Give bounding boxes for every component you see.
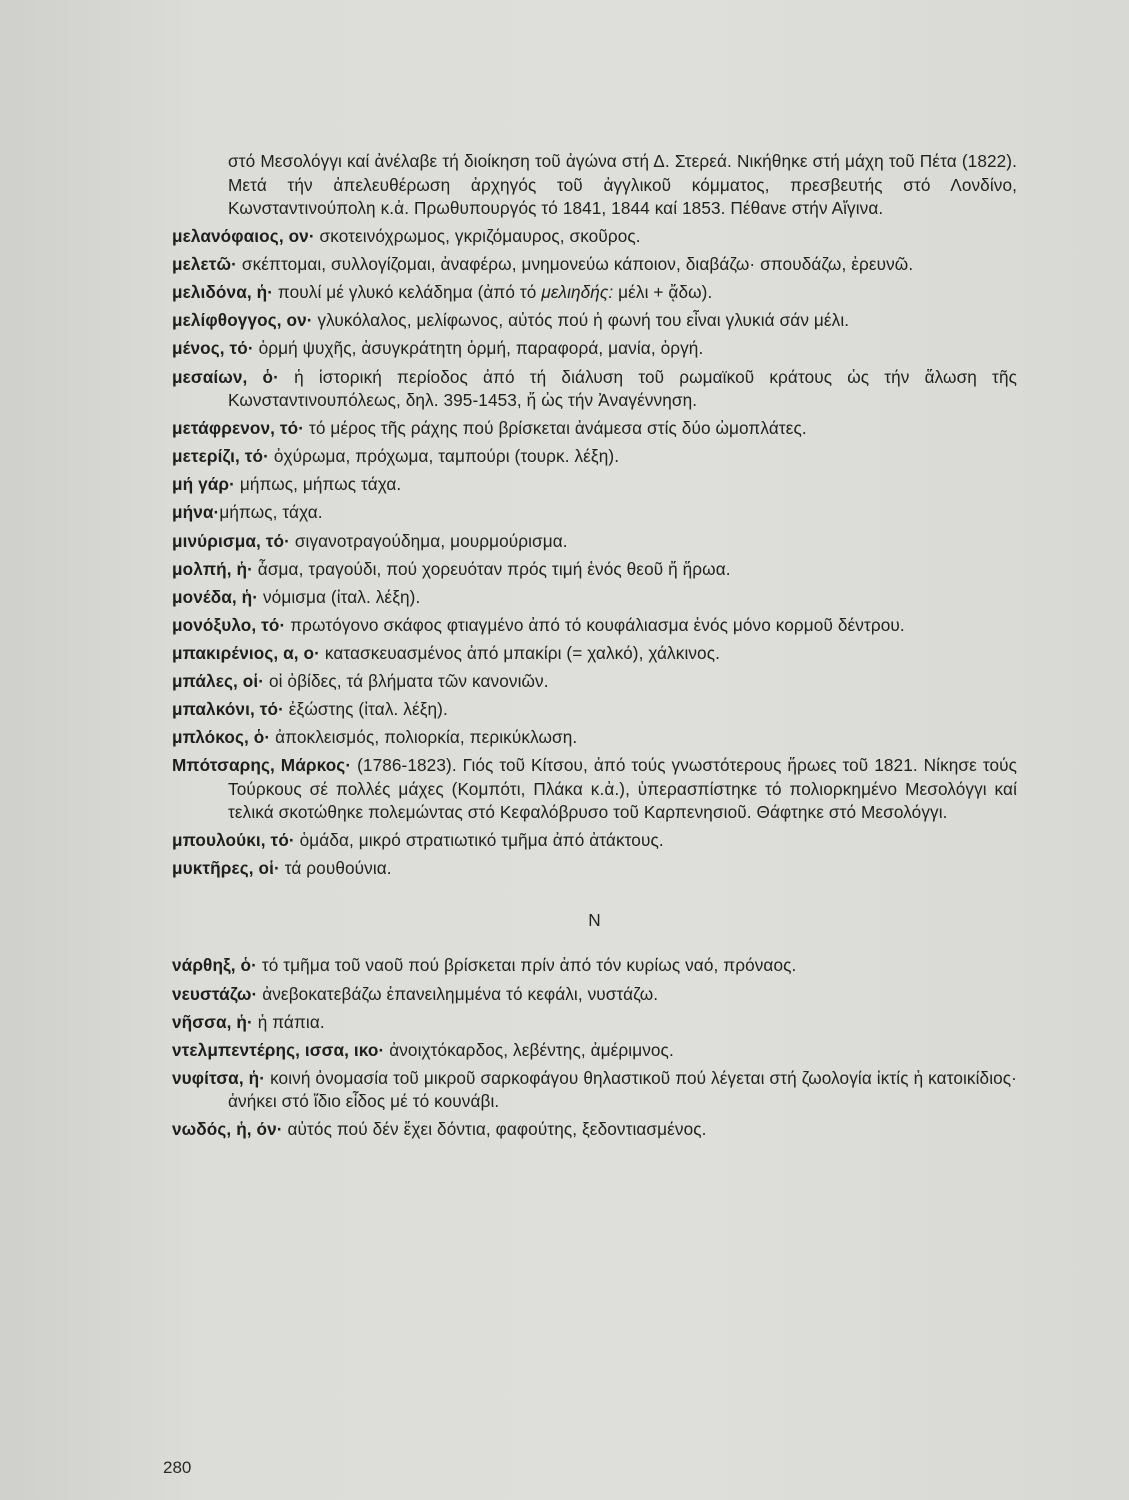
glossary-entry xyxy=(172,726,1017,750)
glossary-entry xyxy=(172,309,1017,333)
definition: αὐτός πού δέν ἔχει δόντια, φαφούτης, ξεδοντιασμένος. xyxy=(282,1119,707,1140)
glossary-entry xyxy=(172,225,1017,249)
headword: νωδός, ἡ, όν· xyxy=(172,1119,283,1140)
headword: μελετῶ· xyxy=(172,254,238,275)
definition: κοινή ὀνομασία τοῦ μικροῦ σαρκοφάγου θηλαστικοῦ πού λέγεται στή ζωολογία ἰκτίς ἡ κατοικίδιος· ἀνήκει στό ἴδιο εἶδος μέ τό κουνάβι. xyxy=(228,1067,1017,1112)
definition: μήπως, μήπως τάχα. xyxy=(234,474,402,495)
headword: μετερίζι, τό· xyxy=(172,446,269,467)
definition: τό τμῆμα τοῦ ναοῦ πού βρίσκεται πρίν ἀπό τόν κυρίως ναό, πρόναος. xyxy=(256,955,797,976)
headword: μονέδα, ἡ· xyxy=(172,586,259,607)
definition: νόμισμα (ἰταλ. λέξη). xyxy=(258,586,421,607)
glossary-entry xyxy=(172,983,1017,1007)
headword: μπουλούκι, τό· xyxy=(172,830,295,851)
definition: ἡ ἱστορική περίοδος ἀπό τή διάλυση τοῦ ρωμαϊκοῦ κράτους ὡς τήν ἅλωση τῆς Κωνσταντινουπόλεως, δηλ. 395-1453, ἤ ὡς τήν Ἀναγέννηση. xyxy=(228,366,1017,411)
headword: μυκτῆρες, οἱ· xyxy=(172,858,280,879)
glossary-entry xyxy=(172,501,1017,525)
definition: μέλι + ᾄδω). xyxy=(613,282,713,303)
definition: ἐξώστης (ἰταλ. λέξη). xyxy=(283,699,448,720)
glossary-entry xyxy=(172,1067,1017,1114)
definition: οἱ ὀβίδες, τά βλήματα τῶν κανονιῶν. xyxy=(264,671,549,691)
definition: τό μέρος τῆς ράχης πού βρίσκεται ἀνάμεσα στίς δύο ὠμοπλάτες. xyxy=(304,418,807,439)
glossary-entry xyxy=(172,642,1017,666)
entries-n-section xyxy=(172,954,1017,1141)
glossary-entry xyxy=(172,1118,1017,1142)
definition: σκέπτομαι, συλλογίζομαι, ἀναφέρω, μνημονεύω κάποιον, διαβάζω· σπουδάζω, ἐρευνῶ. xyxy=(237,254,914,275)
glossary-entry xyxy=(172,1011,1017,1035)
page-number: 280 xyxy=(163,1458,192,1477)
definition: ἀποκλεισμός, πολιορκία, περικύκλωση. xyxy=(270,727,578,748)
definition: κατασκευασμένος ἀπό μπακίρι (= χαλκό), χάλκινος. xyxy=(319,642,720,663)
glossary-entry xyxy=(172,281,1017,305)
glossary-text xyxy=(172,150,1017,1147)
headword: νῆσσα, ἡ· xyxy=(172,1011,253,1032)
definition: (1786-1823). Γιός τοῦ Κίτσου, ἀπό τούς γνωστότερους ἥρωες τοῦ 1821. Νίκησε τούς Τούρκους σέ πολλές μάχες (Κομπότι, Πλάκα κ.ἀ.), ὑπερασπίστηκε τό πολιορκημένο Μεσολόγγι καί τελικά σκοτώθηκε πολεμώντας στό Κεφαλόβρυσο τοῦ Καρπενησιοῦ. Θάφτηκε στό Μεσολόγγι. xyxy=(228,755,1018,823)
definition: μήπως, τάχα. xyxy=(219,502,323,523)
glossary-entry xyxy=(172,954,1017,978)
definition: ὁμάδα, μικρό στρατιωτικό τμῆμα ἀπό ἀτάκτους. xyxy=(294,830,664,851)
headword: νάρθηξ, ὁ· xyxy=(172,955,257,976)
entries-m-section xyxy=(172,225,1017,881)
headword: μπάλες, οἱ· xyxy=(172,671,265,691)
headword: μετάφρενον, τό· xyxy=(172,418,305,439)
headword: Μπότσαρης, Μάρκος· xyxy=(172,755,352,776)
headword: μονόξυλο, τό· xyxy=(172,614,286,635)
headword: μπακιρένιος, α, ο· xyxy=(172,642,320,663)
glossary-entry xyxy=(172,473,1017,497)
definition: ἆσμα, τραγούδι, πού χορευόταν πρός τιμή ἑνός θεοῦ ἤ ἥρωα. xyxy=(252,558,731,579)
definition: ἀνεβοκατεβάζω ἐπανειλημμένα τό κεφάλι, νυστάζω. xyxy=(257,983,659,1004)
headword: μένος, τό· xyxy=(172,338,254,359)
glossary-entry xyxy=(172,366,1017,413)
headword: μπαλκόνι, τό· xyxy=(172,699,284,720)
glossary-entry xyxy=(172,253,1017,277)
headword: μή γάρ· xyxy=(172,474,235,495)
glossary-entry xyxy=(172,1039,1017,1063)
definition-etymology: μελιηδής: xyxy=(541,282,614,303)
glossary-entry xyxy=(172,558,1017,582)
glossary-entry xyxy=(172,829,1017,853)
definition: σιγανοτραγούδημα, μουρμούρισμα. xyxy=(289,530,568,551)
definition: ἡ πάπια. xyxy=(252,1011,325,1032)
definition: γλυκόλαλος, μελίφωνος, αὐτός πού ἡ φωνή του εἶναι γλυκιά σάν μέλι. xyxy=(312,310,850,331)
definition: τά ρουθούνια. xyxy=(279,858,392,879)
definition: ὀχύρωμα, πρόχωμα, ταμπούρι (τουρκ. λέξη). xyxy=(268,446,620,467)
headword: μινύρισμα, τό· xyxy=(172,530,290,551)
glossary-entry xyxy=(172,530,1017,554)
headword: μολπή, ἡ· xyxy=(172,558,253,579)
glossary-entry xyxy=(172,698,1017,722)
headword: μεσαίων, ὁ· xyxy=(172,366,279,387)
definition: ὁρμή ψυχῆς, ἀσυγκράτητη ὁρμή, παραφορά, μανία, ὀργή. xyxy=(253,338,704,359)
headword: μελίφθογγος, ον· xyxy=(172,310,313,331)
definition: ἀνοιχτόκαρδος, λεβέντης, ἀμέριμνος. xyxy=(384,1039,674,1060)
headword: νυφίτσα, ἡ· xyxy=(172,1067,266,1088)
entry-continuation: στό Μεσολόγγι καί ἀνέλαβε τή διοίκηση τοῦ ἀγώνα στή Δ. Στερεά. Νικήθηκε στή μάχη τοῦ Πέτα (1822). Μετά τήν ἀπελευθέρωση ἀρχηγός τοῦ ἀγγλικοῦ κόμματος, πρεσβευτής στό Λονδίνο, Κωνσταντινούπολη κ.ἀ. Πρωθυπουργός τό 1841, 1844 καί 1853. Πέθανε στήν Αἴγινα. xyxy=(228,151,1017,218)
headword: νευστάζω· xyxy=(172,983,258,1004)
glossary-entry xyxy=(172,445,1017,469)
headword: μελανόφαιος, ον· xyxy=(172,226,315,247)
glossary-entry xyxy=(172,670,1017,694)
glossary-entry xyxy=(172,337,1017,361)
glossary-entry xyxy=(172,614,1017,638)
glossary-entry xyxy=(172,857,1017,881)
glossary-entry xyxy=(172,754,1017,825)
glossary-entry xyxy=(172,417,1017,441)
definition: πουλί μέ γλυκό κελάδημα (ἀπό τό xyxy=(273,282,542,303)
definition: πρωτόγονο σκάφος φτιαγμένο ἀπό τό κουφάλιασμα ἑνός μόνο κορμοῦ δέντρου. xyxy=(285,614,905,635)
headword: μήνα· xyxy=(172,502,220,523)
definition: σκοτεινόχρωμος, γκριζόμαυρος, σκοῦρος. xyxy=(314,226,641,247)
headword: μπλόκος, ὁ· xyxy=(172,727,271,748)
section-heading-letter: Ν xyxy=(588,909,601,930)
headword: μελιδόνα, ἡ· xyxy=(172,282,274,303)
glossary-entry xyxy=(172,586,1017,610)
headword: ντελμπεντέρης, ισσα, ικο· xyxy=(172,1039,385,1060)
